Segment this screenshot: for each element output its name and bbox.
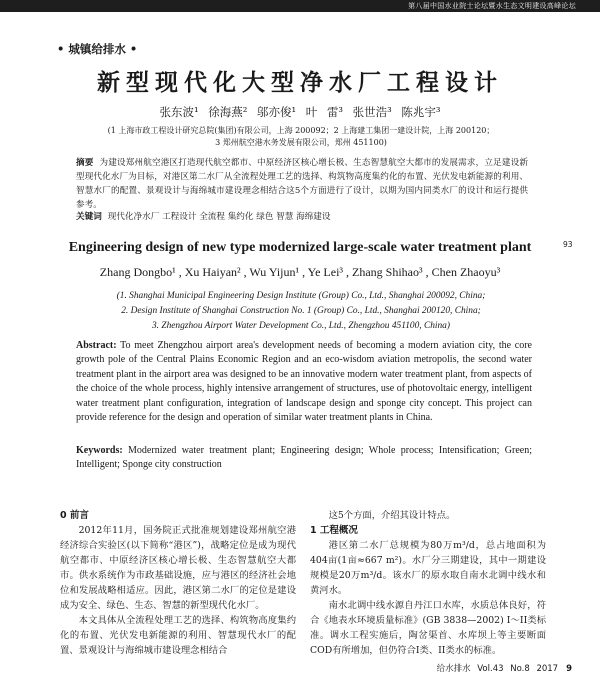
abstract-en-text: To meet Zhengzhou airport area's development needs of becoming a modern aviation city, the core growth pole of the Central Plains Economic Region and an eco-wisdom aviation metropolis, the second water treatment plant in the airport area was designed to be an innovative modern water treatment plant, from aspects of the choice of the whole process, highly intensive arrangement of structures, use of photovoltaic energy, intelligent water treatment plant configuration, integration of landscape design and sponge city concept. This project can provide reference for the design and operation of similar water treatment plants in China.	[76, 340, 532, 424]
section-label: • 城镇给排水 •	[57, 42, 138, 56]
page-footer	[437, 662, 572, 674]
article-title-en: Engineering design of new type modernized large-scale water treatment plant	[68, 240, 532, 255]
page-number: 9	[566, 664, 572, 674]
affiliation-zh-line: 3 郑州航空港水务发展有限公司，郑州 451100)	[215, 138, 387, 147]
body-column-left	[60, 508, 296, 658]
authors-en: Zhang Dongbo¹ , Xu Haiyan² , Wu Yijun¹ , Ye Lei³ , Zhang Shihao³ , Chen Zhaoyu³	[99, 265, 501, 279]
keywords-en	[76, 444, 532, 472]
paragraph-continued: 这5个方面，介绍其设计特点。	[328, 510, 456, 521]
paragraph: 2012年11月，国务院正式批准规划建设郑州航空港经济综合实验区(以下简称“港区”)，战略定位是成为现代航空都市、中原经济区核心增长极、生态智慧航空大都市。供水系统作为市政基础设施，应与港区的经济社会地位和发展战略相适应。因此，港区第二水厂的定位是建设成为安全、绿色、生态、智慧的新型现代化水厂。	[60, 525, 296, 611]
body-column-right	[310, 508, 546, 658]
keywords-zh-label: 关键词	[76, 212, 102, 222]
keywords-zh-text: 现代化净水厂 工程设计 全流程 集约化 绿色 智慧 海绵建设	[107, 212, 331, 222]
affiliations-zh	[56, 125, 546, 149]
paragraph: 本文具体从全流程处理工艺的选择、构筑物高度集约化的布置、光伏发电新能源的利用、智慧现代水厂的配置、景观设计与海绵城市建设理念相结合	[60, 615, 296, 656]
article-title-zh: 新型现代化大型净水厂工程设计	[97, 70, 503, 96]
conference-name: 第八届中国水业院士论坛暨水生态文明建设高峰论坛	[408, 2, 576, 10]
journal-info: 给水排水 Vol.43 No.8 2017	[436, 664, 559, 674]
keywords-zh	[76, 211, 528, 224]
affiliation-en-line: 2. Design Institute of Shanghai Construction No. 1 (Group) Co., Ltd., Shanghai 200120, China;	[121, 306, 481, 316]
paragraph: 南水北调中线水源自丹江口水库，水质总体良好，符合《地表水环境质量标准》(GB 3838—2002) I～II类标准。调水工程实施后，陶岔渠首、水库坝上等主要断面COD有所增加，但仍符合I类、II类水的标准。	[310, 600, 546, 656]
affiliation-en-line: (1. Shanghai Municipal Engineering Design Institute (Group) Co., Ltd., Shanghai 200092, China;	[116, 291, 486, 301]
section-heading-intro: 0 前言	[60, 510, 89, 521]
authors-zh: 张东波¹ 徐海燕² 邬亦俊¹ 叶 雷³ 张世浩³ 陈兆宇³	[159, 105, 441, 119]
abstract-en	[76, 339, 532, 425]
paragraph: 港区第二水厂总规模为80万m³/d，总占地面积为404亩(1亩≈667 m²)。水厂分三期建设，其中一期建设规模是20万m³/d。该水厂的原水取自南水北调中线水和黄河水。	[310, 540, 546, 596]
abstract-zh-label: 摘要	[76, 158, 94, 168]
abstract-zh-text: 为建设郑州航空港区打造现代航空都市、中原经济区核心增长极、生态智慧航空大都市的发展需求，立足建设新型现代化水厂为目标，对港区第二水厂从全流程处理工艺的选择、构筑物高度集约化的布置、光伏发电新能源的利用、智慧水厂的配置、景观设计与海绵城市建设理念相结合这5个方面进行了设计，以期为国内同类水厂的设计和运行提供参考。	[76, 158, 528, 210]
abstract-en-label: Abstract:	[76, 340, 117, 351]
affiliation-zh-line: (1 上海市政工程设计研究总院(集团)有限公司，上海 200092；2 上海建工集团一建设计院，上海 200120；	[107, 126, 495, 135]
section-heading-overview: 1 工程概况	[310, 525, 358, 536]
affiliation-en-line: 3. Zhengzhou Airport Water Development Co., Ltd., Zhengzhou 451100, China)	[151, 321, 450, 331]
side-page-number: 93	[563, 240, 573, 249]
keywords-en-text: Modernized water treatment plant; Engineering design; Whole process; Intensification; Green; Intelligent; Sponge city construction	[76, 445, 532, 470]
affiliations-en	[56, 289, 546, 334]
keywords-en-label: Keywords:	[76, 445, 123, 456]
abstract-zh	[76, 156, 528, 212]
